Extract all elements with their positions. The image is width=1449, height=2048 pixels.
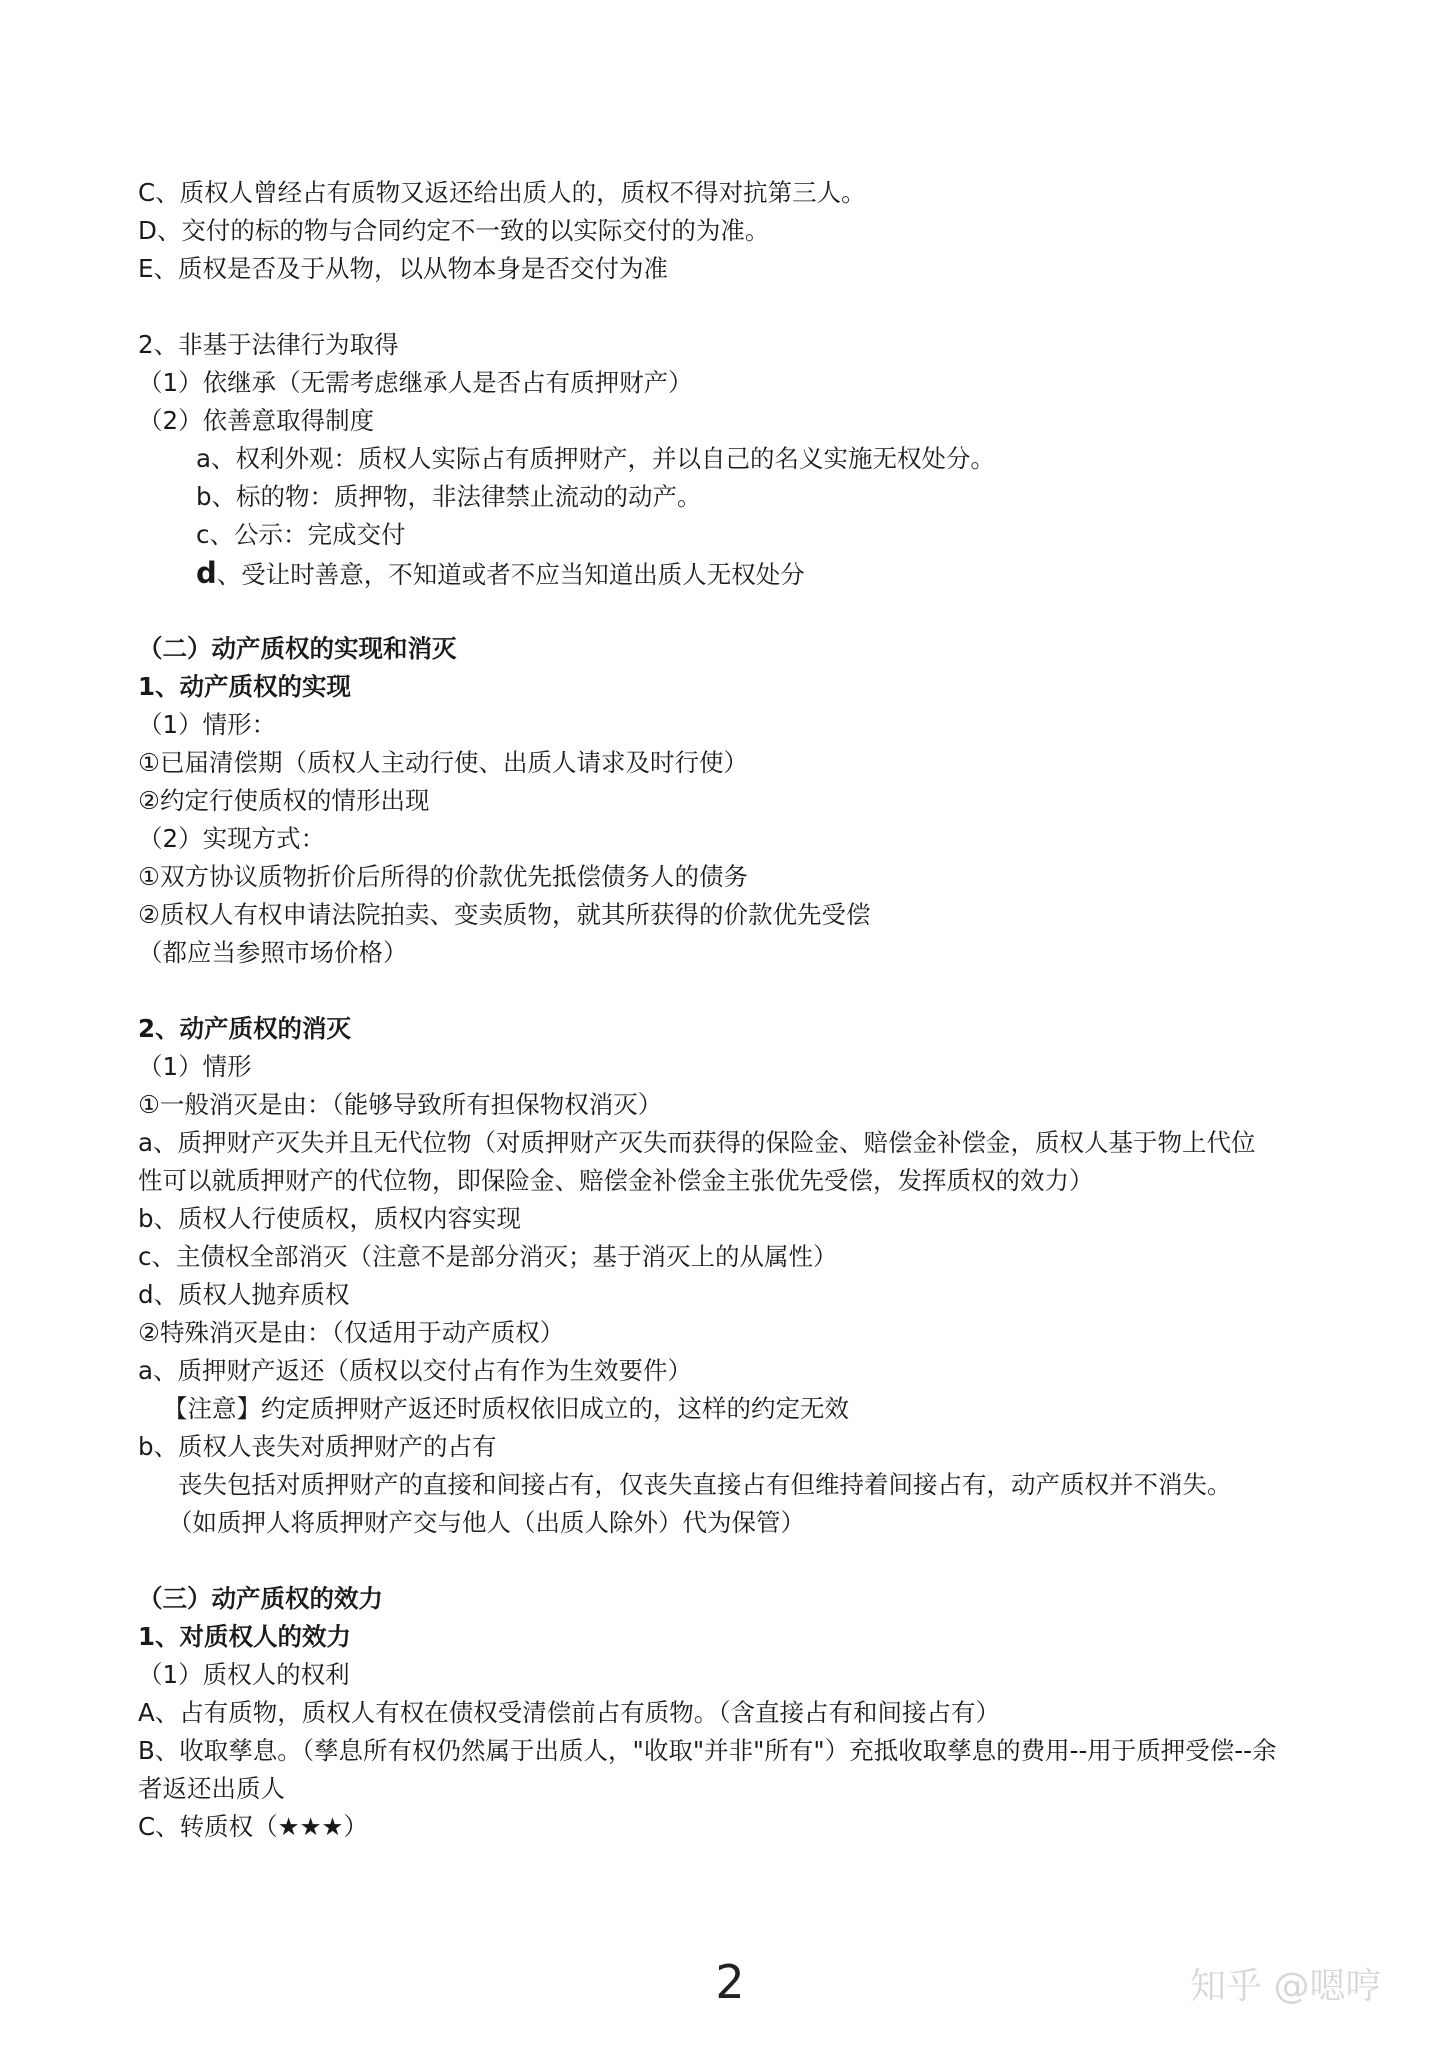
section-heading: （三）动产质权的效力 [138, 1584, 383, 1613]
text-line: C、质权人曾经占有质物又返还给出质人的，质权不得对抗第三人。 [138, 178, 866, 207]
text-line: c、主债权全部消灭（注意不是部分消灭；基于消灭上的从属性） [138, 1242, 838, 1271]
subsection-heading: 1、对质权人的效力 [138, 1622, 352, 1651]
text-line: a、权利外观：质权人实际占有质押财产，并以自己的名义实施无权处分。 [196, 444, 996, 473]
text-line: 丧失包括对质押财产的直接和间接占有，仅丧失直接占有但维持着间接占有，动产质权并不消失。 [178, 1470, 1232, 1499]
text-line: ②质权人有权申请法院拍卖、变卖质物，就其所获得的价款优先受偿 [138, 900, 871, 929]
text-line: b、标的物：质押物，非法律禁止流动的动产。 [196, 482, 702, 511]
text-line: B、收取孳息。（孳息所有权仍然属于出质人，"收取"并非"所有"）充抵收取孳息的费用--用于质押受偿--余 [138, 1736, 1277, 1765]
text-line: 性可以就质押财产的代位物，即保险金、赔偿金补偿金主张优先受偿，发挥质权的效力） [138, 1166, 1094, 1195]
text-line: d、质权人抛弃质权 [138, 1280, 350, 1309]
text-line: ②特殊消灭是由：（仅适用于动产质权） [138, 1318, 565, 1347]
text-line: （1）依继承（无需考虑继承人是否占有质押财产） [138, 368, 693, 397]
text-line: （1）情形 [138, 1052, 252, 1081]
item-letter: d [196, 556, 217, 590]
text-line: ②约定行使质权的情形出现 [138, 786, 430, 815]
note-line: 【注意】约定质押财产返还时质权依旧成立的，这样的约定无效 [163, 1394, 849, 1423]
text-line: ①已届清偿期（质权人主动行使、出质人请求及时行使） [138, 748, 748, 777]
text-line: （2）实现方式： [138, 824, 326, 853]
watermark: 知乎 @嗯哼 [1190, 1966, 1382, 2007]
text-line: ①双方协议质物折价后所得的价款优先抵偿债务人的债务 [138, 862, 748, 891]
item-text: 、受让时善意，不知道或者不应当知道出质人无权处分 [216, 560, 805, 589]
text-line [196, 554, 805, 592]
text-line: b、质权人丧失对质押财产的占有 [138, 1432, 497, 1461]
text-line: a、质押财产灭失并且无代位物（对质押财产灭失而获得的保险金、赔偿金补偿金，质权人基于物上代位 [138, 1128, 1256, 1157]
text-line: c、公示：完成交付 [196, 520, 406, 549]
text-line: E、质权是否及于从物，以从物本身是否交付为准 [138, 254, 668, 283]
text-line: a、质押财产返还（质权以交付占有作为生效要件） [138, 1356, 693, 1385]
text-line: D、交付的标的物与合同约定不一致的以实际交付的为准。 [138, 216, 770, 245]
text-line: 2、非基于法律行为取得 [138, 330, 399, 359]
text-line: b、质权人行使质权，质权内容实现 [138, 1204, 522, 1233]
page-number: 2 [715, 1955, 745, 2009]
text-line: 者返还出质人 [138, 1774, 285, 1803]
text-line: （如质押人将质押财产交与他人（出质人除外）代为保管） [168, 1508, 805, 1537]
subsection-heading: 2、动产质权的消灭 [138, 1014, 352, 1043]
text-line: A、占有质物，质权人有权在债权受清偿前占有质物。（含直接占有和间接占有） [138, 1698, 1001, 1727]
text-line: ①一般消灭是由：（能够导致所有担保物权消灭） [138, 1090, 663, 1119]
text-line: （1）质权人的权利 [138, 1660, 350, 1689]
subsection-heading: 1、动产质权的实现 [138, 672, 352, 701]
text-line: （都应当参照市场价格） [138, 938, 408, 967]
text-line: （2）依善意取得制度 [138, 406, 375, 435]
text-line: （1）情形： [138, 710, 277, 739]
section-heading: （二）动产质权的实现和消灭 [138, 634, 457, 663]
text-line: C、转质权（★★★） [138, 1812, 368, 1841]
